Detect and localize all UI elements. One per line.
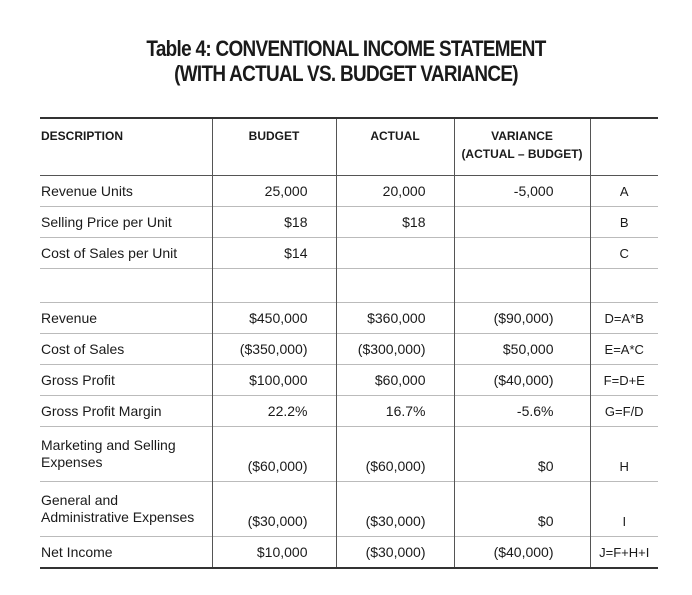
row-budget <box>212 269 336 303</box>
row-key: E=A*C <box>590 334 658 365</box>
row-actual: $18 <box>336 207 454 238</box>
row-variance: -5.6% <box>454 396 590 427</box>
row-description-line-1: Marketing and Selling <box>41 437 176 453</box>
row-variance: -5,000 <box>454 176 590 207</box>
table-row-spacer <box>40 269 658 303</box>
table-title-line-2: (WITH ACTUAL VS. BUDGET VARIANCE) <box>174 61 518 86</box>
row-actual: $360,000 <box>336 303 454 334</box>
header-variance <box>454 118 590 176</box>
row-description: Net Income <box>41 543 113 560</box>
row-key: I <box>590 482 658 537</box>
row-key: C <box>590 238 658 269</box>
row-variance: ($40,000) <box>454 537 590 569</box>
income-statement-table <box>40 117 658 569</box>
row-variance: $50,000 <box>454 334 590 365</box>
row-actual <box>336 238 454 269</box>
row-variance <box>454 238 590 269</box>
table-header-row <box>40 118 658 176</box>
table-row <box>40 396 658 427</box>
table-row <box>40 238 658 269</box>
row-key: G=F/D <box>590 396 658 427</box>
header-key <box>590 118 658 176</box>
row-variance: ($40,000) <box>454 365 590 396</box>
table-row <box>40 427 658 482</box>
row-description <box>40 269 212 303</box>
table-row <box>40 176 658 207</box>
row-description: Gross Profit Margin <box>41 402 162 419</box>
row-key: A <box>590 176 658 207</box>
row-budget: $10,000 <box>212 537 336 569</box>
header-budget: BUDGET <box>212 118 336 176</box>
table-row <box>40 334 658 365</box>
header-variance-line-2: (ACTUAL – BUDGET) <box>461 147 583 161</box>
row-variance: $0 <box>454 482 590 537</box>
row-actual: ($30,000) <box>336 537 454 569</box>
table-title <box>48 36 643 86</box>
row-variance: ($90,000) <box>454 303 590 334</box>
row-budget: $14 <box>212 238 336 269</box>
table-row <box>40 207 658 238</box>
row-actual <box>336 269 454 303</box>
row-variance <box>454 269 590 303</box>
table-row <box>40 365 658 396</box>
row-description: Selling Price per Unit <box>41 213 172 230</box>
header-variance-line-1: VARIANCE <box>491 129 553 143</box>
row-actual: $60,000 <box>336 365 454 396</box>
table-row <box>40 482 658 537</box>
row-budget: ($30,000) <box>212 482 336 537</box>
row-key <box>590 269 658 303</box>
header-actual: ACTUAL <box>336 118 454 176</box>
row-key: J=F+H+I <box>590 537 658 569</box>
row-description <box>40 427 212 482</box>
row-budget: 25,000 <box>212 176 336 207</box>
row-key: F=D+E <box>590 365 658 396</box>
row-actual: 16.7% <box>336 396 454 427</box>
row-description: Gross Profit <box>41 371 115 388</box>
row-description-line-1: General and <box>41 492 119 508</box>
row-budget: $18 <box>212 207 336 238</box>
row-budget: ($350,000) <box>212 334 336 365</box>
row-key: B <box>590 207 658 238</box>
row-description: Revenue <box>41 309 98 326</box>
row-description-line-2: Administrative Expenses <box>41 509 195 525</box>
row-description: Cost of Sales per Unit <box>41 244 178 261</box>
row-description: Cost of Sales <box>41 340 125 357</box>
row-key: H <box>590 427 658 482</box>
row-description <box>40 482 212 537</box>
row-actual: ($60,000) <box>336 427 454 482</box>
row-budget: $100,000 <box>212 365 336 396</box>
row-description: Revenue Units <box>41 182 133 199</box>
row-variance <box>454 207 590 238</box>
row-description-line-2: Expenses <box>41 454 103 470</box>
header-description: DESCRIPTION <box>41 129 124 143</box>
row-key: D=A*B <box>590 303 658 334</box>
table-row <box>40 537 658 569</box>
row-variance: $0 <box>454 427 590 482</box>
row-budget: 22.2% <box>212 396 336 427</box>
row-budget: ($60,000) <box>212 427 336 482</box>
table-row <box>40 303 658 334</box>
row-actual: 20,000 <box>336 176 454 207</box>
row-actual: ($300,000) <box>336 334 454 365</box>
row-budget: $450,000 <box>212 303 336 334</box>
row-actual: ($30,000) <box>336 482 454 537</box>
table-title-line-1: Table 4: CONVENTIONAL INCOME STATEMENT <box>146 36 546 61</box>
